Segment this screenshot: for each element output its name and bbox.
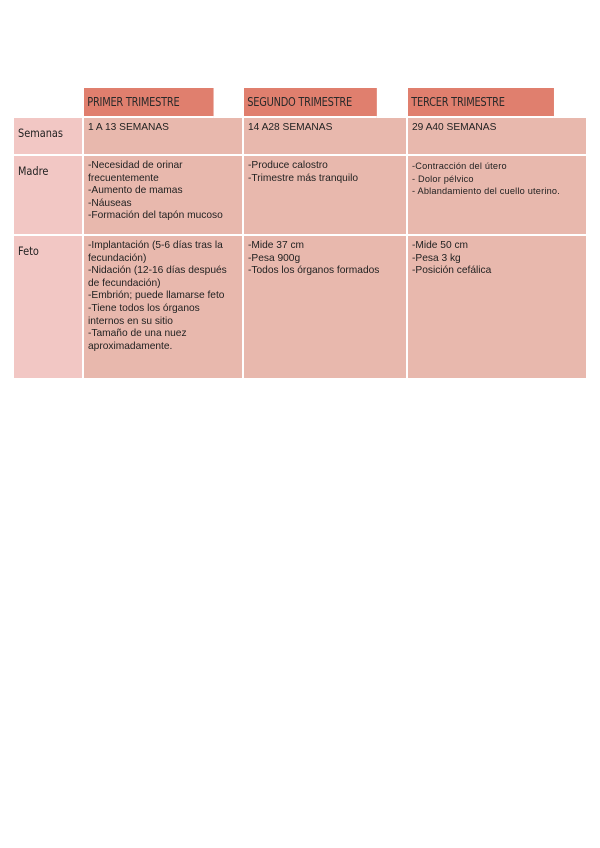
cell-line: -Aumento de mamas bbox=[88, 185, 183, 197]
table-row-madre bbox=[14, 156, 586, 236]
cell-line: -Contracción del útero bbox=[412, 161, 507, 171]
cell-madre-primer bbox=[84, 156, 242, 236]
cell-line: 14 A28 SEMANAS bbox=[248, 122, 333, 133]
header-label: TERCER TRIMESTRE bbox=[411, 95, 505, 109]
row-label-semanas bbox=[14, 118, 82, 156]
cell-line: -Todos los órganos formados bbox=[248, 265, 380, 277]
cell-line: -Trimestre más tranquilo bbox=[248, 172, 359, 184]
cell-line: -Formación del tapón mucoso bbox=[88, 210, 223, 222]
cell-line: -Nidación (12-16 días después de fecundación) bbox=[88, 265, 230, 289]
header-segundo-trimestre bbox=[244, 88, 377, 118]
row-label-text: Feto bbox=[18, 244, 39, 258]
cell-semanas-segundo bbox=[244, 118, 406, 156]
cell-line: -Mide 50 cm bbox=[412, 240, 469, 251]
row-label-text: Madre bbox=[18, 164, 49, 178]
cell-semanas-tercer bbox=[408, 118, 586, 156]
row-label-feto bbox=[14, 236, 82, 380]
header-label: SEGUNDO TRIMESTRE bbox=[247, 95, 352, 109]
cell-feto-tercer bbox=[408, 236, 586, 380]
header-label: PRIMER TRIMESTRE bbox=[87, 95, 180, 109]
cell-line: -Tiene todos los órganos internos en su sitio bbox=[88, 302, 203, 327]
cell-line: -Pesa 900g bbox=[248, 252, 301, 264]
cell-madre-segundo bbox=[244, 156, 406, 236]
row-label-madre bbox=[14, 156, 82, 236]
table-header-row bbox=[14, 88, 586, 118]
header-corner bbox=[14, 88, 82, 118]
cell-line: - Dolor pélvico bbox=[412, 173, 474, 184]
cell-line: -Produce calostro bbox=[248, 160, 328, 171]
cell-line: -Necesidad de orinar frecuentemente bbox=[88, 160, 186, 184]
header-tercer-trimestre bbox=[408, 88, 554, 118]
trimester-table bbox=[12, 88, 588, 380]
cell-semanas-primer bbox=[84, 118, 242, 156]
cell-line: -Implantación (5-6 días tras la fecundación) bbox=[88, 240, 226, 264]
cell-line: - Ablandamiento del cuello uterino. bbox=[412, 186, 560, 197]
cell-line: -Pesa 3 kg bbox=[412, 252, 461, 264]
cell-feto-primer bbox=[84, 236, 242, 380]
cell-line: 29 A40 SEMANAS bbox=[412, 122, 497, 133]
cell-line: -Embrión; puede llamarse feto bbox=[88, 290, 225, 302]
table-row-feto bbox=[14, 236, 586, 380]
cell-line: -Posición cefálica bbox=[412, 265, 492, 277]
table-row-semanas bbox=[14, 118, 586, 156]
header-primer-trimestre bbox=[84, 88, 214, 118]
cell-line: 1 A 13 SEMANAS bbox=[88, 122, 169, 133]
cell-line: -Náuseas bbox=[88, 197, 132, 209]
cell-line: -Tamaño de una nuez aproximadamente. bbox=[88, 328, 190, 352]
cell-madre-tercer bbox=[408, 156, 586, 236]
cell-line: -Mide 37 cm bbox=[248, 240, 305, 251]
row-label-text: Semanas bbox=[18, 126, 64, 140]
cell-feto-segundo bbox=[244, 236, 406, 380]
